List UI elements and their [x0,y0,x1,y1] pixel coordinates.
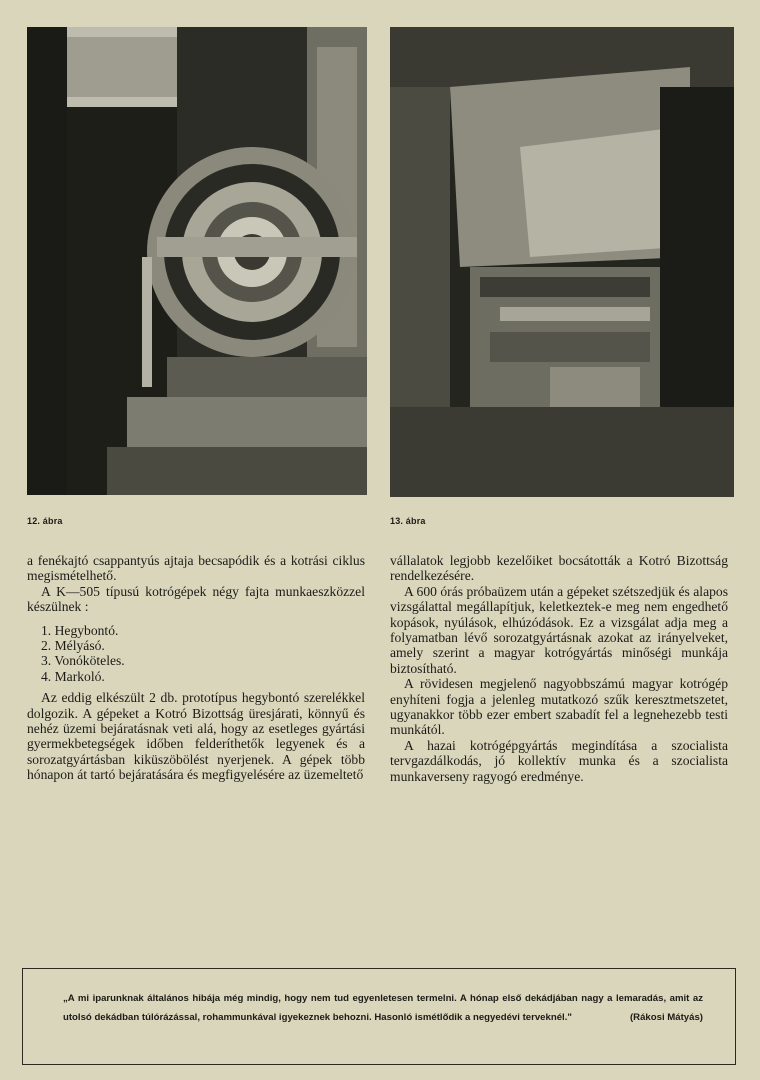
excavator-machinery-image [27,27,367,495]
machine-interior-image [390,27,734,497]
paragraph: A rövidesen megjelenő nagyobbszámú magyar kotrógép enyhíteni fogja a jelenleg mutatkozó szűk keresztmetszetet, ugyanakkor több ezer embert szabadít fel a legnehezebb testi munkától. [390,676,728,738]
paragraph: a fenékajtó csappantyús ajtaja becsapódik és a kotrási ciklus megismételhető. [27,553,365,584]
paragraph: vállalatok legjobb kezelőiket bocsátották a Kotró Bizottság rendelkezésére. [390,553,728,584]
paragraph: A hazai kotrógépgyártás megindítása a szocialista tervgazdálkodás, jó kollektív munka és a szocialista munkaverseny ragyogó eredménye. [390,737,728,784]
quote [63,989,703,1027]
list-item: 2. Mélyásó. [41,638,105,654]
list-item: 1. Hegybontó. [41,622,119,638]
figure-12-photo [27,27,367,495]
figure-13-photo [390,27,734,497]
paragraph: A K—505 típusú kotrógépek négy fajta munkaeszközzel készülnek : [27,583,365,615]
list-item: 3. Vonóköteles. [41,653,125,669]
paragraph: A 600 órás próbaüzem után a gépeket szétszedjük és alapos vizsgálattal megállapítjuk, keletkeztek-e meg nem engedhető kopások, nyúlások, elhúzódások. Ez a vizsgálat adja meg a folyamatban lévő sorozatgyártásnak azokat az irányelveket, amely szerint a magyar kotrógyártás minőségi munkája biztosítható. [390,583,728,676]
right-text-column [390,553,728,784]
quote-box [22,968,736,1065]
paragraph: Az eddig elkészült 2 db. prototípus hegybontó szerelékkel dolgozik. A gépeket a Kotró Bizottság üresjárati, könnyű és nehéz üzemi bejáratásnak veti alá, hogy az esetleges gyártási gyermekbetegségek időben felderíthetők legyenek és a sorozatgyártásban kiküszöbölést nyerjenek. A gépek több hónapon át tartó bejáratására és megfigyelésére az üzemeltető [27,690,365,783]
left-text-column [27,553,365,783]
list-item: 4. Markoló. [41,668,105,684]
quote-author: (Rákosi Mátyás) [629,1012,703,1023]
figure-12-caption: 12. ábra [27,516,63,526]
figure-13-caption: 13. ábra [390,516,426,526]
quote-text: „A mi iparunknak általános hibája még mindig, hogy nem tud egyenletesen termelni. A hónap első dekádjában nagy a lemaradás, amit az utolsó dekádban túlórázással, rohammunkával igyekeznek behozni. Hasonló ismétlődik a negyedévi terveknél." [63,993,703,1023]
tool-list [27,623,365,685]
